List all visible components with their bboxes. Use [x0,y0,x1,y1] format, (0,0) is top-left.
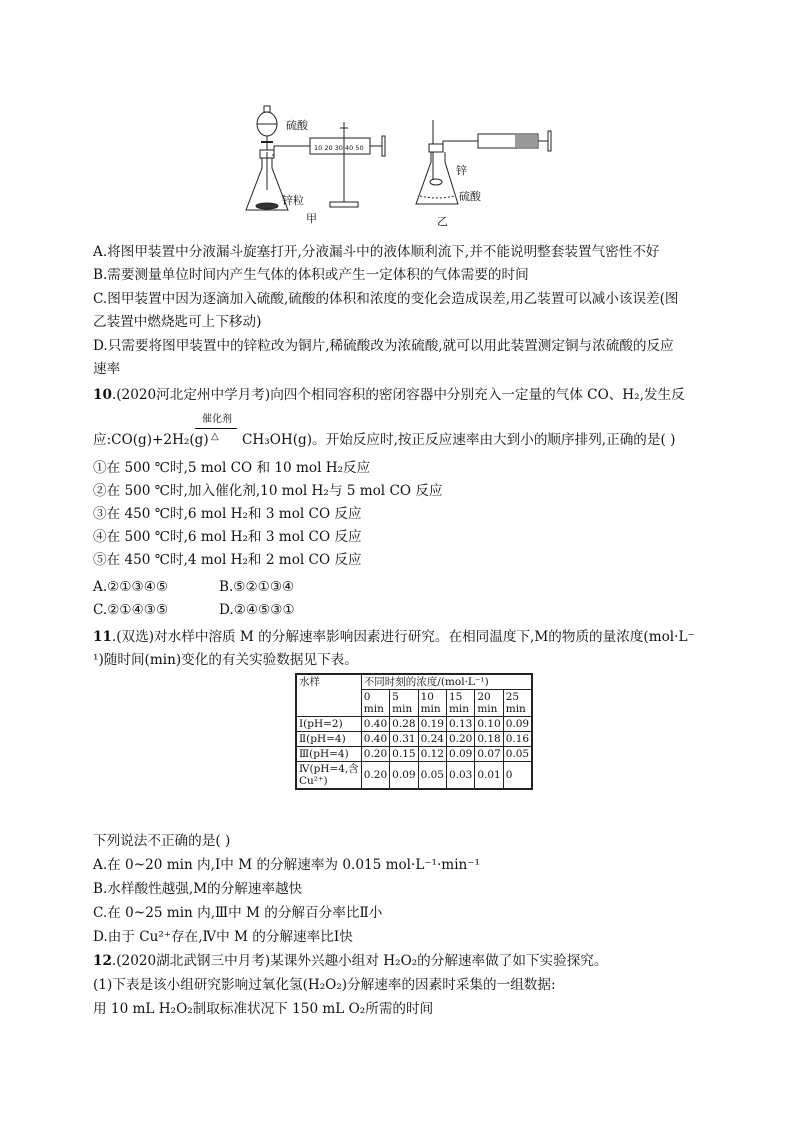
label-jia: 甲 [306,212,317,225]
q9-option-c-line1: C.图甲装置中因为逐滴加入硫酸,硫酸的体积和浓度的变化会造成误差,用乙装置可以减小该误差(图 [93,291,679,307]
table-cell: 0.01 [475,762,503,790]
q11-stem-line2: ¹)随时间(min)变化的有关实验数据见下表。 [93,652,358,668]
table-time-header: 10 min [418,690,446,717]
table-cell: 0.31 [390,732,418,747]
q11-stem-text: .(双选)对水样中溶质 M 的分解速率影响因素进行研究。在相同温度下,M的物质的量浓度(mol·L⁻ [111,629,695,645]
q12-part1-caption: 用 10 mL H₂O₂制取标准状况下 150 mL O₂所需的时间 [93,1001,434,1017]
q12-number: 12 [93,953,112,969]
q10-item-4: ④在 500 ℃时,6 mol H₂和 3 mol CO 反应 [93,529,362,545]
apparatus-figure [240,100,560,228]
q12-stem [93,951,607,971]
row-label: Ⅳ(pH=4,含 Cu²⁺) [296,762,361,790]
table-cell: 0.10 [475,717,503,732]
q11-option-c: C.在 0~25 min 内,Ⅲ中 M 的分解百分率比Ⅱ小 [93,905,383,921]
table-row [296,762,532,790]
table-cell: 0.09 [390,762,418,790]
q10-item-5: ⑤在 450 ℃时,4 mol H₂和 2 mol CO 反应 [93,552,362,568]
q10-option-a: A.②①③④⑤ [93,579,169,595]
row-label: Ⅰ(pH=2) [296,717,361,732]
table-cell: 0.09 [503,717,532,732]
table-cell: 0.15 [390,747,418,762]
label-yi: 乙 [437,215,448,228]
table-cell: 0.20 [446,732,474,747]
q12-part1: (1)下表是该小组研究影响过氧化氢(H₂O₂)分解速率的因素时采集的一组数据: [93,977,556,993]
syringe-scale: 10 20 30 40 50 [314,144,364,152]
row-label: Ⅱ(pH=4) [296,732,361,747]
table-cell: 0.03 [446,762,474,790]
table-cell: 0.12 [418,747,446,762]
row-label: Ⅲ(pH=4) [296,747,361,762]
q10-equation-right: CH₃OH(g)。开始反应时,按正反应速率由大到小的顺序排列,正确的是( ) [242,432,676,448]
table-cell: 0.09 [446,747,474,762]
table-row [296,717,532,732]
q10-option-b: B.⑤②①③④ [219,579,295,595]
concentration-table [295,673,533,790]
iron-stand [330,122,358,207]
label-zn-b: 锌 [456,164,467,177]
q11-ask: 下列说法不正确的是( ) [93,833,231,849]
table-cell: 0.28 [390,717,418,732]
q9-option-c-line2: 乙装置中燃烧匙可上下移动) [93,314,262,330]
q10-option-d: D.②④⑤③① [219,602,295,618]
q10-number: 10 [93,387,112,403]
table-cell: 0.05 [418,762,446,790]
table-cell: 0.19 [418,717,446,732]
table-time-header: 20 min [475,690,503,717]
q9-option-d-line2: 速率 [93,361,121,377]
q10-stem [93,385,685,405]
table-row [296,747,532,762]
syringe-yi [478,131,551,151]
table-cell: 0.20 [361,747,389,762]
table-cell: 0.07 [475,747,503,762]
table-cell: 0.20 [361,762,389,790]
q12-stem-text: .(2020湖北武钢三中月考)某课外兴趣小组对 H₂O₂的分解速率做了如下实验探究。 [111,953,608,969]
table-corner: 水样 [296,674,361,717]
q9-option-a: A.将图甲装置中分液漏斗旋塞打开,分液漏斗中的液体顺利流下,并不能说明整套装置气密性不好 [93,244,660,260]
table-cell: 0.18 [475,732,503,747]
table-cell: 0.16 [503,732,532,747]
table-cell: 0.40 [361,717,389,732]
table-cell: 0.40 [361,732,389,747]
q10-item-1: ①在 500 ℃时,5 mol CO 和 10 mol H₂反应 [93,460,371,476]
separatory-funnel [257,106,277,150]
q10-item-3: ③在 450 ℃时,6 mol H₂和 3 mol CO 反应 [93,506,362,522]
table-row [296,732,532,747]
table-time-header: 15 min [446,690,474,717]
q11-number: 11 [93,629,112,645]
q11-option-d: D.由于 Cu²⁺存在,Ⅳ中 M 的分解速率比Ⅰ快 [93,929,353,945]
table-time-header: 25 min [503,690,532,717]
q11-stem [93,627,695,647]
q10-item-2: ②在 500 ℃时,加入催化剂,10 mol H₂与 5 mol CO 反应 [93,483,443,499]
q10-option-c: C.②①④③⑤ [93,602,169,618]
table-group-header: 不同时刻的浓度/(mol·L⁻¹) [361,674,532,690]
catalyst-label: 催化剂 [202,414,232,425]
label-zn-a: 锌粒 [282,194,304,207]
q10-stem-text: .(2020河北定州中学月考)向四个相同容积的密闭容器中分别充入一定量的气体 CO、H₂,发生反 [111,387,685,403]
table-cell: 0.24 [418,732,446,747]
q11-option-a: A.在 0~20 min 内,Ⅰ中 M 的分解速率为 0.015 mol·L⁻¹·min⁻¹ [93,857,480,873]
q10-equation-left: 应:CO(g)+2H₂(g) [93,432,209,448]
table-cell: 0 [503,762,532,790]
table-time-header: 5 min [390,690,418,717]
q9-option-b: B.需要测量单位时间内产生气体的体积或产生一定体积的气体需要的时间 [93,267,529,283]
label-h2so4-a: 硫酸 [286,119,308,132]
q11-option-b: B.水样酸性越强,M的分解速率越快 [93,881,303,897]
label-h2so4-b: 硫酸 [459,190,481,203]
table-time-header: 0 min [361,690,389,717]
table-cell: 0.05 [503,747,532,762]
q9-option-d-line1: D.只需要将图甲装置中的锌粒改为铜片,稀硫酸改为浓硫酸,就可以用此装置测定铜与浓硫酸的反应 [93,338,674,354]
heat-symbol: △ [211,431,219,442]
table-cell: 0.13 [446,717,474,732]
